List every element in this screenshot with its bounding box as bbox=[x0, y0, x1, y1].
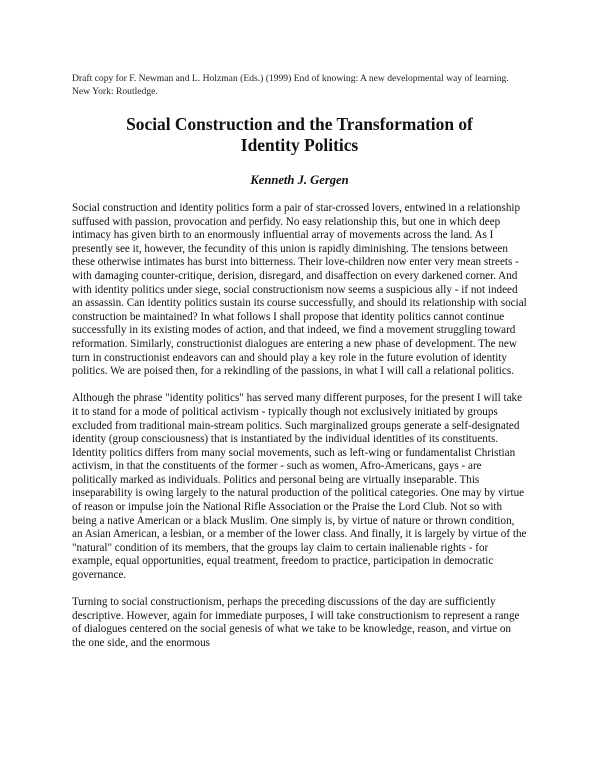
draft-citation-note: Draft copy for F. Newman and L. Holzman (Eds.) (1999) End of knowing: A new developmental way of learning. New York: Routledge. bbox=[72, 73, 509, 97]
paper-title-line-1: Social Construction and the Transformation of bbox=[126, 114, 473, 134]
paper-title-line-2: Identity Politics bbox=[240, 135, 359, 155]
paragraph-3: Turning to social constructionism, perhaps the preceding discussions of the day are sufficiently descriptive. However, again for immediate purposes, I will take constructionism to represent a range of dialogues centered on the social genesis of what we take to be knowledge, reason, and virtue on the one side, and the enormous bbox=[72, 596, 520, 649]
paragraph-1: Social construction and identity politics form a pair of star-crossed lovers, entwined in a relationship suffused with passion, provocation and perfidy. No easy relationship this, but one in which deep intimacy has given birth to an enormously influential array of movements across the land. As I presently see it, however, the fecundity of this union is rapidly diminishing. The tensions between these otherwise intimates has burst into bitterness. Their love-children now enter very mean streets - with damaging counter-critique, derision, disregard, and disaffection on every darkened corner. And with identity politics under siege, social constructionism now seems a suspicious ally - if not indeed an assassin. Can identity politics sustain its course successfully, and should its relationship with social construction be maintained? In what follows I shall propose that identity politics cannot continue successfully in its existing modes of action, and that indeed, we find a movement struggling toward reformation. Similarly, constructionist dialogues are entering a new phase of development. The new turn in constructionist endeavors can and should play a key role in the future evolution of identity politics. We are poised then, for a rekindling of the passions, in what I will call a relational politics. bbox=[72, 202, 527, 378]
paragraph-2: Although the phrase "identity politics" has served many different purposes, for the present I will take it to stand for a mode of political activism - typically though not exclusively initiated by groups excluded from traditional main-stream politics. Such marginalized groups generate a self-designated identity (group consciousness) that is instantiated by the individual identities of its constituents. Identity politics differs from many social movements, such as left-wing or fundamentalist Christian activism, in that the constituents of the former - such as women, Afro-Americans, gays - are politically marked as individuals. Politics and personal being are virtually inseparable. This inseparability is owing largely to the natural production of the political categories. One may by virtue of reason or impulse join the National Rifle Association or the Praise the Lord Club. Not so with being a native American or a black Muslim. One simply is, by virtue of nature or thrown condition, an Asian American, a lesbian, or a member of the lower class. And finally, it is largely by virtue of the "natural" condition of its members, that the groups lay claim to certain inalienable rights - for example, equal opportunities, equal treatment, freedom to practice, participation in democratic governance. bbox=[72, 392, 527, 582]
author-name: Kenneth J. Gergen bbox=[250, 173, 349, 187]
paper-title bbox=[72, 114, 527, 156]
body-text bbox=[72, 202, 527, 651]
